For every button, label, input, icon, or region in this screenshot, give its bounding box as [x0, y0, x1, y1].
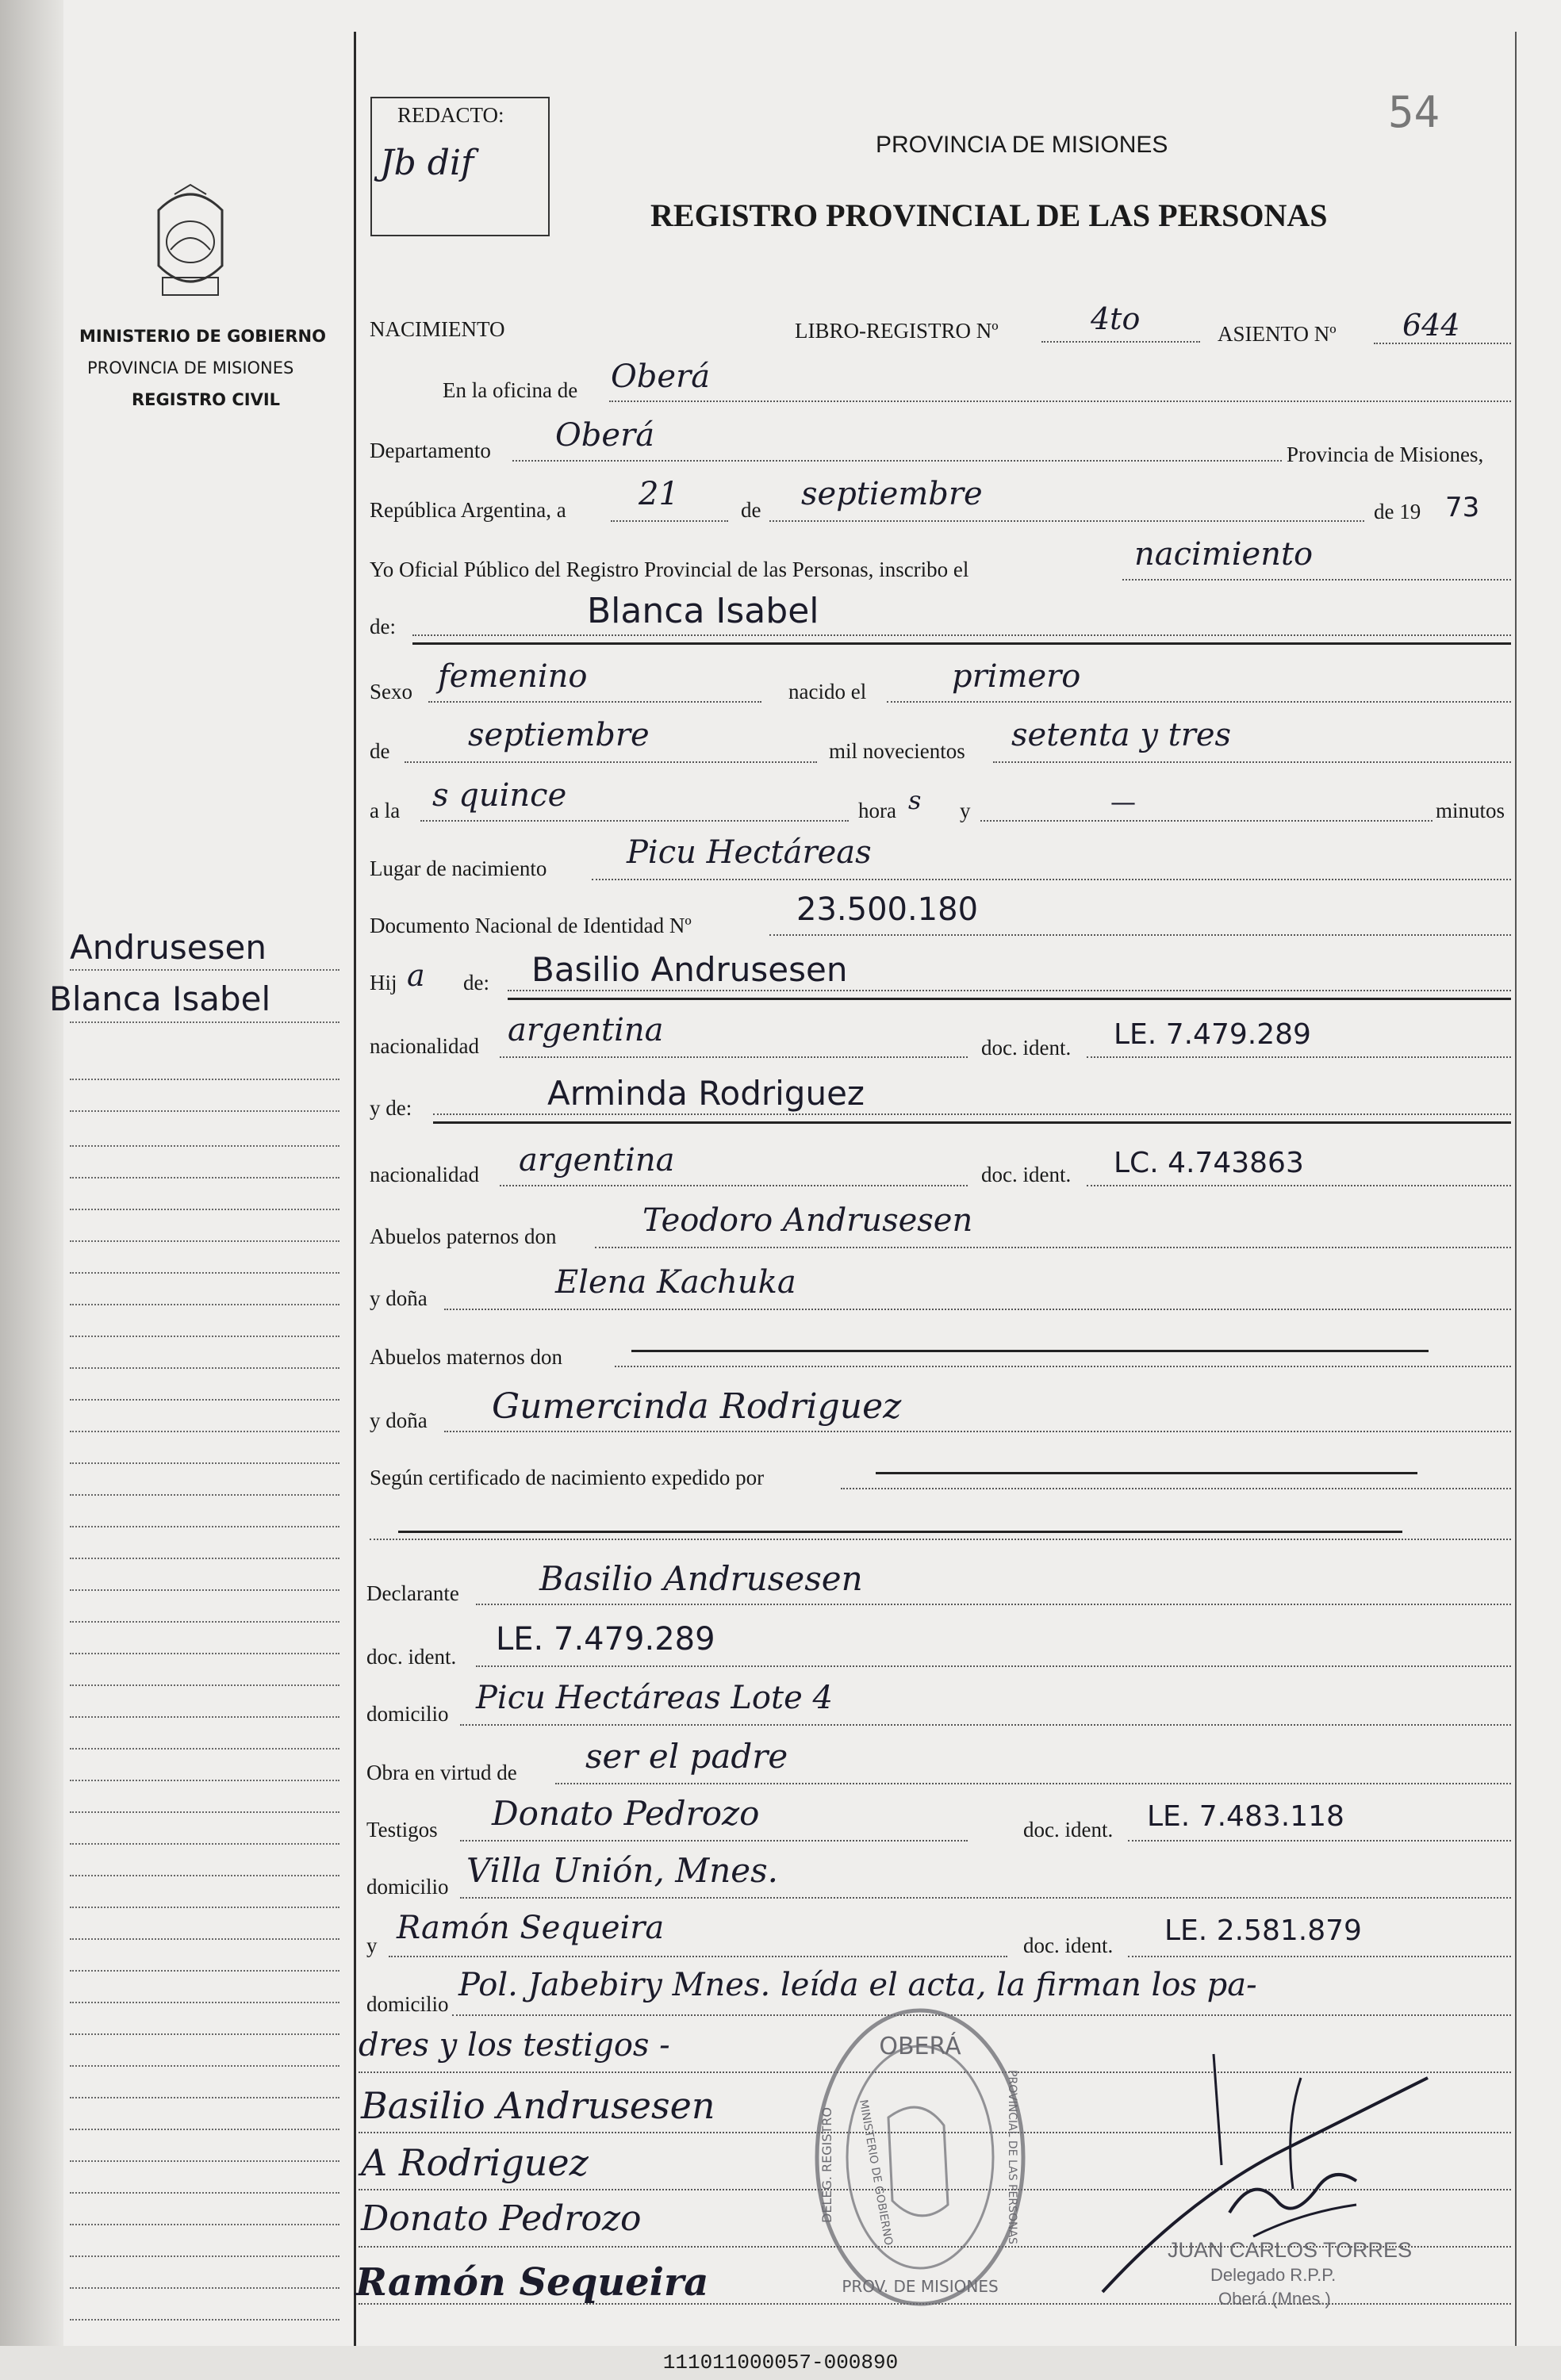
official-name: JUAN CARLOS TORRES — [1168, 2238, 1413, 2262]
segun-label: Según certificado de nacimiento expedido por — [370, 1466, 765, 1489]
sexo-label: Sexo — [370, 680, 412, 703]
margin-line — [70, 2319, 339, 2321]
asiento-line — [1374, 343, 1511, 344]
margin-line — [70, 1462, 339, 1464]
right-rule — [1515, 32, 1517, 2346]
republica-label: República Argentina, a — [370, 498, 566, 522]
abuelos-paternos-label: Abuelos paternos don — [370, 1224, 557, 1248]
asiento-value: 644 — [1402, 308, 1460, 343]
y-de-label: y de: — [370, 1096, 412, 1120]
y2-label: y — [366, 1934, 378, 1957]
dia-line — [611, 520, 728, 522]
abuelos-maternos-label: Abuelos maternos don — [370, 1345, 562, 1369]
anio-line — [993, 761, 1511, 763]
nacido-dia-value: primero — [952, 658, 1081, 695]
dia-value: 21 — [639, 476, 679, 512]
libro-label: LIBRO-REGISTRO Nº — [795, 319, 999, 343]
binding-edge — [0, 0, 63, 2346]
oficina-value: Oberá — [611, 358, 711, 395]
lugar-label: Lugar de nacimiento — [370, 857, 547, 880]
testigo2-dom-line2: dres y los testigos - — [359, 2027, 670, 2064]
doc-ident2-label: doc. ident. — [981, 1163, 1072, 1186]
nacionalidad2-label: nacionalidad — [370, 1163, 479, 1186]
margin-line — [70, 1145, 339, 1147]
acto-line — [1122, 579, 1511, 581]
margin-line — [70, 1240, 339, 1242]
dni-value: 23.500.180 — [796, 891, 979, 928]
margin-line — [70, 1272, 339, 1274]
redacto-value: Jb dif — [380, 143, 474, 183]
segun-strike2 — [398, 1531, 1402, 1533]
lugar-line — [592, 879, 1511, 880]
testigo1-dom-value: Villa Unión, Mnes. — [466, 1851, 779, 1890]
domicilio3-label: domicilio — [366, 1992, 449, 2016]
margin-given-names: Blanca Isabel — [49, 979, 271, 1018]
doc5-line — [1128, 1956, 1511, 1957]
declarante-value: Basilio Andrusesen — [539, 1559, 863, 1598]
doc-ident1-label: doc. ident. — [981, 1036, 1072, 1060]
nacido-anio-value: setenta y tres — [1011, 717, 1232, 753]
margin-line — [70, 2192, 339, 2194]
province-heading: PROVINCIA DE MISIONES — [876, 132, 1168, 158]
doc4-line — [1128, 1840, 1511, 1842]
testigo1-line — [460, 1840, 968, 1842]
de-label: de — [741, 498, 761, 522]
margin-line — [70, 2097, 339, 2098]
stamp-top-text: OBERÁ — [879, 2033, 961, 2060]
redacto-label: REDACTO: — [397, 103, 504, 127]
minutos-value: — — [1110, 787, 1136, 817]
padre-dotline — [508, 990, 1511, 991]
nombre-value: Blanca Isabel — [587, 591, 819, 631]
stamp-right-text: PROVINCIAL DE LAS PERSONAS — [1006, 2070, 1018, 2244]
margin-line — [70, 969, 339, 971]
signature-3: Donato Pedrozo — [361, 2198, 642, 2239]
margin-line — [70, 2287, 339, 2289]
declarante-dom-value: Picu Hectáreas Lote 4 — [476, 1680, 833, 1716]
testigos-label: Testigos — [366, 1818, 438, 1842]
margin-line — [70, 1079, 339, 1080]
mes-line — [769, 520, 1364, 522]
departamento-label: Departamento — [370, 439, 491, 462]
domicilio1-line — [460, 1724, 1511, 1726]
stamp-left-text: DELEG. REGISTRO — [819, 2106, 834, 2224]
sexo-value: femenino — [438, 658, 588, 695]
abuela-pat-value: Elena Kachuka — [555, 1264, 796, 1301]
hijo-de-label: de: — [463, 971, 489, 995]
margin-line — [70, 1748, 339, 1750]
abuelo-mat-line — [615, 1366, 1511, 1367]
dni-label: Documento Nacional de Identidad Nº — [370, 914, 692, 937]
libro-value: 4to — [1091, 301, 1141, 336]
padre-underline — [508, 998, 1511, 1000]
domicilio2-line — [460, 1897, 1511, 1899]
margin-line — [70, 1938, 339, 1940]
testigo2-value: Ramón Sequeira — [397, 1910, 665, 1946]
ala-label: a la — [370, 799, 401, 822]
madre-dotline — [433, 1113, 1511, 1115]
nacionalidad2-line — [500, 1185, 968, 1186]
domicilio1-label: domicilio — [366, 1702, 449, 1726]
declarante-label: Declarante — [366, 1581, 459, 1605]
libro-line — [1041, 341, 1200, 343]
margin-line — [70, 1526, 339, 1527]
margin-line — [70, 2033, 339, 2035]
departamento-line — [512, 460, 1282, 462]
padre-value: Basilio Andrusesen — [531, 950, 848, 989]
obra-label: Obra en virtud de — [366, 1761, 517, 1784]
yo-oficial-label: Yo Oficial Público del Registro Provincial de las Personas, inscribo el — [370, 558, 969, 581]
margin-line — [70, 1177, 339, 1179]
registry-stamp — [809, 1999, 1031, 2316]
departamento-value: Oberá — [555, 417, 655, 454]
nombre-dotline — [412, 634, 1511, 636]
margin-line — [70, 1970, 339, 1972]
year-suffix: 73 — [1445, 492, 1480, 523]
minutos-line — [980, 820, 1433, 822]
padre-doc-value: LE. 7.479.289 — [1114, 1018, 1311, 1051]
nacionalidad1-line — [500, 1056, 968, 1058]
minutos-label: minutos — [1436, 799, 1505, 822]
acto-value: nacimiento — [1134, 536, 1314, 573]
padre-nac-value: argentina — [508, 1012, 664, 1048]
margin-line — [70, 2002, 339, 2003]
madre-value: Arminda Rodriguez — [547, 1074, 865, 1113]
hora-label: hora — [858, 799, 896, 822]
margin-line — [70, 1653, 339, 1654]
hora-suffix: s — [908, 785, 922, 815]
margin-line — [70, 1399, 339, 1401]
provincia-label: Provincia de Misiones, — [1287, 443, 1484, 466]
official-role: Delegado R.P.P. — [1210, 2265, 1337, 2285]
de-colon-label: de: — [370, 615, 396, 638]
abuelo-mat-strike — [631, 1350, 1429, 1352]
mes-value: septiembre — [801, 476, 983, 512]
margin-surname: Andrusesen — [70, 928, 267, 967]
margin-line — [70, 1780, 339, 1781]
oficina-line — [609, 400, 1511, 402]
margin-line — [70, 1589, 339, 1591]
hora-line — [420, 820, 849, 822]
domicilio2-label: domicilio — [366, 1875, 449, 1899]
declarante-doc-value: LE. 7.479.289 — [496, 1621, 715, 1658]
declarante-line — [476, 1604, 1511, 1605]
margin-line — [70, 1494, 339, 1496]
page-title: REGISTRO PROVINCIAL DE LAS PERSONAS — [650, 197, 1328, 233]
ministry-line3: REGISTRO CIVIL — [132, 390, 281, 409]
hora-value: s quince — [432, 777, 567, 814]
signature-4: Ramón Sequeira — [355, 2260, 709, 2305]
margin-line — [70, 1209, 339, 1210]
segun-line — [841, 1488, 1511, 1489]
y-dona2-label: y doña — [370, 1408, 428, 1432]
lugar-value: Picu Hectáreas — [627, 834, 872, 871]
hijo-suffix: a — [407, 958, 425, 993]
doc2-line — [1087, 1185, 1511, 1186]
stamp-inner-text: MINISTERIO DE GOBIERNO — [856, 2098, 895, 2247]
nacido-mes-line — [405, 761, 817, 763]
nacido-el-label: nacido el — [788, 680, 867, 703]
signature-2: A Rodriguez — [361, 2141, 589, 2184]
dni-line — [769, 934, 1511, 936]
abuelo-pat-line — [595, 1247, 1511, 1248]
margin-line — [70, 1907, 339, 1908]
nacido-line — [887, 701, 1511, 703]
nacido-mes-value: septiembre — [468, 717, 650, 753]
redacto-box — [370, 97, 550, 236]
margin-line — [70, 1716, 339, 1718]
nacimiento-label: NACIMIENTO — [370, 317, 505, 341]
margin-rule — [354, 32, 356, 2346]
madre-underline — [433, 1121, 1511, 1124]
margin-line — [70, 1558, 339, 1559]
ministry-line1: MINISTERIO DE GOBIERNO — [79, 327, 326, 346]
margin-line — [70, 1811, 339, 1813]
doc3-line — [476, 1665, 1511, 1667]
abuela-pat-line — [444, 1309, 1511, 1310]
nacionalidad1-label: nacionalidad — [370, 1034, 479, 1058]
obra-value: ser el padre — [585, 1737, 788, 1776]
margin-line — [70, 1621, 339, 1623]
margin-line — [70, 1875, 339, 1876]
nombre-underline — [412, 642, 1511, 645]
document-id-footer: 111011000057-000890 — [0, 2346, 1561, 2380]
margin-line — [70, 1843, 339, 1845]
margin-line — [70, 1367, 339, 1369]
margin-line — [70, 2129, 339, 2130]
testigo1-value: Donato Pedrozo — [492, 1794, 760, 1833]
de2-label: de — [370, 739, 390, 763]
doc-ident5-label: doc. ident. — [1023, 1934, 1114, 1957]
margin-line — [70, 2255, 339, 2257]
testigo1-doc-value: LE. 7.483.118 — [1147, 1800, 1344, 1833]
doc-ident4-label: doc. ident. — [1023, 1818, 1114, 1842]
segun-line2 — [370, 1539, 1511, 1540]
madre-doc-value: LC. 4.743863 — [1114, 1147, 1304, 1179]
y-label: y — [960, 799, 971, 822]
abuela-mat-value: Gumercinda Rodriguez — [492, 1386, 902, 1427]
obra-line — [555, 1783, 1511, 1784]
asiento-label: ASIENTO Nº — [1218, 322, 1337, 346]
doc1-line — [1087, 1056, 1511, 1058]
oficina-label: En la oficina de — [443, 378, 578, 402]
margin-line — [70, 2160, 339, 2162]
ministry-line2: PROVINCIA DE MISIONES — [87, 358, 294, 378]
mil-label: mil novecientos — [829, 739, 965, 763]
margin-line — [70, 1304, 339, 1305]
margin-line — [70, 1336, 339, 1337]
segun-strike — [876, 1472, 1417, 1474]
margin-line — [70, 2224, 339, 2225]
testigo2-dom-line1: Pol. Jabebiry Mnes. leída el acta, la firman los pa- — [458, 1967, 1257, 2003]
testigo2-line — [389, 1956, 1007, 1957]
coat-of-arms-icon — [147, 178, 234, 309]
page-number: 54 — [1388, 87, 1440, 137]
abuelo-pat-value: Teodoro Andrusesen — [642, 1202, 973, 1239]
y-dona1-label: y doña — [370, 1286, 428, 1310]
margin-line — [70, 1110, 339, 1112]
signature-1: Basilio Andrusesen — [361, 2084, 715, 2127]
stamp-bottom-text: PROV. DE MISIONES — [842, 2277, 999, 2296]
madre-nac-value: argentina — [519, 1142, 675, 1179]
margin-line — [70, 2065, 339, 2067]
abuela-mat-line — [444, 1431, 1511, 1432]
official-place: Oberá (Mnes.) — [1218, 2289, 1331, 2309]
year-prefix: de 19 — [1374, 500, 1421, 523]
testigo2-doc-value: LE. 2.581.879 — [1164, 1914, 1362, 1947]
sexo-line — [428, 701, 761, 703]
hijo-label: Hij — [370, 971, 397, 995]
doc-ident3-label: doc. ident. — [366, 1645, 457, 1669]
margin-line — [70, 1684, 339, 1686]
margin-line — [70, 1021, 339, 1023]
margin-line — [70, 1431, 339, 1432]
